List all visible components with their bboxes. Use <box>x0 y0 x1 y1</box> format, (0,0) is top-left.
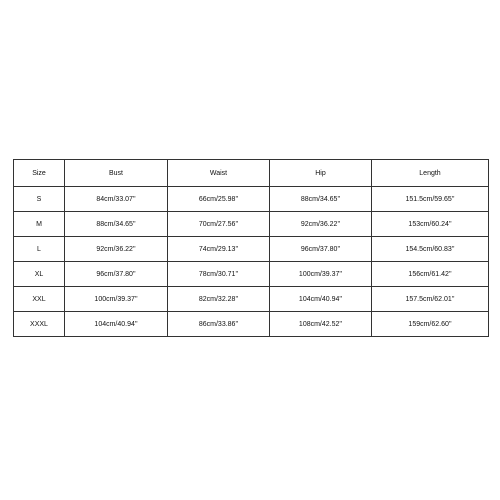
table-row <box>14 287 489 312</box>
header-bust: Bust <box>65 160 168 187</box>
header-hip: Hip <box>270 160 372 187</box>
cell-size: XXL <box>14 287 65 312</box>
cell-length: 156cm/61.42'' <box>372 262 489 287</box>
cell-waist: 70cm/27.56'' <box>168 212 270 237</box>
cell-bust: 96cm/37.80'' <box>65 262 168 287</box>
cell-waist: 78cm/30.71'' <box>168 262 270 287</box>
cell-length: 153cm/60.24'' <box>372 212 489 237</box>
cell-hip: 92cm/36.22'' <box>270 212 372 237</box>
header-length: Length <box>372 160 489 187</box>
cell-length: 154.5cm/60.83'' <box>372 237 489 262</box>
cell-bust: 92cm/36.22'' <box>65 237 168 262</box>
cell-bust: 100cm/39.37'' <box>65 287 168 312</box>
cell-bust: 84cm/33.07'' <box>65 187 168 212</box>
table-row <box>14 212 489 237</box>
cell-hip: 100cm/39.37'' <box>270 262 372 287</box>
cell-size: L <box>14 237 65 262</box>
header-size: Size <box>14 160 65 187</box>
cell-size: XL <box>14 262 65 287</box>
cell-size: XXXL <box>14 312 65 337</box>
table-header-row <box>14 160 489 187</box>
header-waist: Waist <box>168 160 270 187</box>
cell-hip: 108cm/42.52'' <box>270 312 372 337</box>
cell-waist: 86cm/33.86'' <box>168 312 270 337</box>
table-row <box>14 262 489 287</box>
cell-length: 159cm/62.60'' <box>372 312 489 337</box>
cell-hip: 88cm/34.65'' <box>270 187 372 212</box>
cell-length: 151.5cm/59.65'' <box>372 187 489 212</box>
cell-bust: 104cm/40.94'' <box>65 312 168 337</box>
table-row <box>14 312 489 337</box>
cell-size: M <box>14 212 65 237</box>
cell-waist: 82cm/32.28'' <box>168 287 270 312</box>
cell-waist: 66cm/25.98'' <box>168 187 270 212</box>
cell-hip: 96cm/37.80'' <box>270 237 372 262</box>
cell-length: 157.5cm/62.01'' <box>372 287 489 312</box>
cell-size: S <box>14 187 65 212</box>
table-row <box>14 237 489 262</box>
cell-bust: 88cm/34.65'' <box>65 212 168 237</box>
size-chart-table <box>13 159 489 337</box>
cell-hip: 104cm/40.94'' <box>270 287 372 312</box>
cell-waist: 74cm/29.13'' <box>168 237 270 262</box>
table-row <box>14 187 489 212</box>
